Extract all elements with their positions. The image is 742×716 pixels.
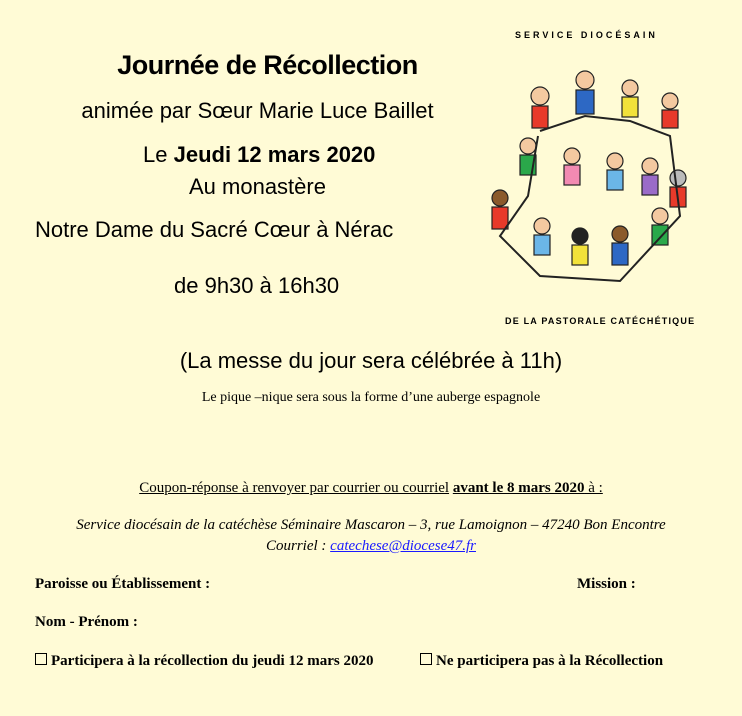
mission-field-label: Mission :: [577, 576, 636, 592]
event-date: [143, 142, 375, 168]
event-hours: de 9h30 à 16h30: [174, 273, 340, 298]
not-participate-option[interactable]: [420, 653, 663, 670]
subtitle: animée par Sœur Marie Luce Baillet: [81, 98, 434, 123]
date-prefix: Le: [143, 142, 174, 167]
email-label: Courriel :: [266, 538, 331, 554]
logo-top-text: SERVICE DIOCÉSAIN: [515, 30, 658, 40]
not-participate-label: Ne participera pas à la Récollection: [436, 653, 664, 669]
logo-bottom-text: DE LA PASTORALE CATÉCHÉTIQUE: [505, 316, 696, 326]
paroisse-field-label: Paroisse ou Établissement :: [35, 576, 211, 592]
participate-option[interactable]: [35, 653, 373, 670]
place-line-2: Notre Dame du Sacré Cœur à Nérac: [35, 217, 394, 242]
participate-label: Participera à la récollection du jeudi 12 mars 2020: [51, 653, 374, 669]
lunch-notice: Le pique –nique sera sous la forme d’une auberge espagnole: [201, 390, 541, 405]
place-line-1: Au monastère: [189, 174, 326, 199]
coupon-deadline: avant le 8 mars 2020: [452, 480, 585, 496]
page-title: Journée de Récollection: [117, 50, 418, 80]
children-circle-logo-icon: [480, 66, 720, 311]
not-participate-checkbox[interactable]: [420, 653, 432, 665]
email-line: [0, 538, 742, 555]
participate-checkbox[interactable]: [35, 653, 47, 665]
nom-prenom-field-label: Nom - Prénom :: [35, 614, 138, 630]
coupon-intro: Coupon-réponse à renvoyer par courrier ou courriel: [139, 480, 450, 496]
date-value: Jeudi 12 mars 2020: [173, 142, 376, 167]
coupon-suffix: à :: [584, 480, 603, 496]
email-link[interactable]: catechese@diocese47.fr: [330, 538, 476, 554]
mass-notice: (La messe du jour sera célébrée à 11h): [179, 348, 563, 373]
coupon-heading: [0, 480, 742, 497]
service-address: Service diocésain de la catéchèse Séminaire Mascaron – 3, rue Lamoignon – 47240 Bon Encontre: [76, 517, 666, 533]
